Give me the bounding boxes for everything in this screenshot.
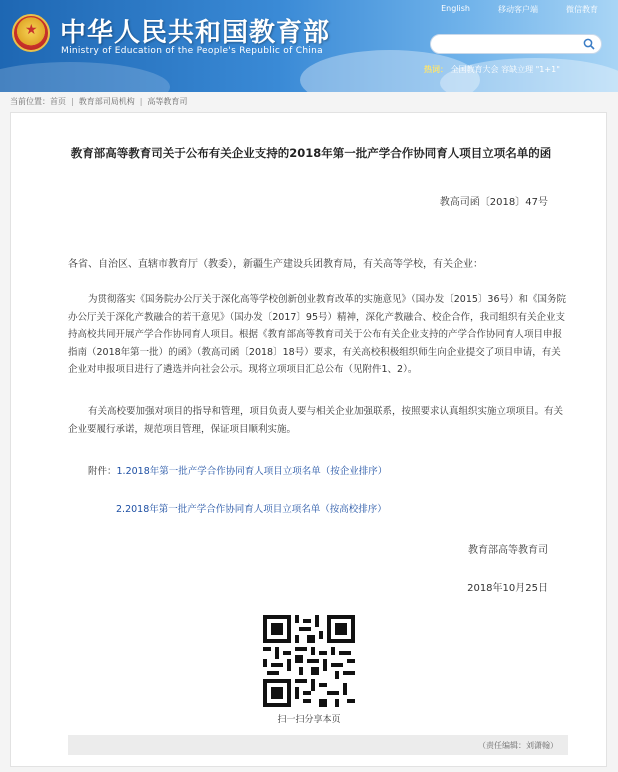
hot-words	[424, 64, 560, 75]
top-links	[441, 4, 598, 15]
wechat-link[interactable]: 微信教育	[566, 5, 598, 14]
editor-bar	[68, 735, 568, 755]
attachment-2-link[interactable]: 2.2018年第一批产学合作协同育人项目立项名单（按高校排序）	[116, 504, 387, 515]
attachment-1-link[interactable]: 1.2018年第一批产学合作协同育人项目立项名单（按企业排序）	[116, 466, 388, 477]
qr-caption: 扫一扫分享本页	[277, 715, 341, 725]
document-paragraph: 有关高校要加强对项目的指导和管理，项目负责人要与相关企业加强联系，按照要求认真组织实施立项项目。有关企业要履行承诺，规范项目管理，保证项目顺利实施。	[68, 406, 564, 435]
signing-date: 2018年10月25日	[467, 583, 548, 594]
site-title[interactable]: 中华人民共和国教育部	[60, 18, 331, 48]
national-emblem-icon[interactable]: ★	[12, 14, 50, 52]
document-number: 教高司函〔2018〕47号	[439, 197, 548, 208]
english-link[interactable]: English	[441, 4, 470, 13]
document-salutation: 各省、自治区、直辖市教育厅（教委），新疆生产建设兵团教育局，有关高等学校，有关企业：	[68, 259, 483, 270]
header-cloud	[0, 62, 170, 92]
attachment-line	[116, 501, 387, 515]
site-header	[0, 0, 618, 92]
breadcrumb-separator: |	[139, 96, 143, 106]
signing-organization: 教育部高等教育司	[468, 545, 548, 556]
breadcrumb-separator: |	[71, 96, 74, 106]
breadcrumb-higher-education[interactable]: 高等教育司	[147, 96, 188, 106]
attachment-label: 附件：	[88, 466, 117, 477]
search-icon[interactable]	[583, 38, 595, 50]
breadcrumb-home[interactable]: 首页	[50, 96, 66, 106]
responsible-editor: （责任编辑：刘潇翰）	[478, 741, 558, 750]
search-box	[430, 34, 602, 54]
mobile-client-link[interactable]: 移动客户端	[498, 5, 538, 14]
document-paragraph: 为贯彻落实《国务院办公厅关于深化高等学校创新创业教育改革的实施意见》（国办发〔2015〕36号）和《国务院办公厅关于深化产教融合的若干意见》（国办发〔2017〕95号）精神，深化产教融合、校企合作，我司组织有关企业支持高校共同开展产学合作协同育人项目。根据《教育部高等教育司关于公布有关企业支持的产学合作协同育人项目申报指南（2018年第一批）的函》（教高司函〔2018〕18号）要求，有关高校积极组织师生向企业提交了项目申请，有关企业对申报项目进行了遴选并向社会公示。现将立项项目汇总公布（见附件1、2）。	[68, 294, 567, 375]
attachment-line	[88, 463, 387, 477]
qr-code-icon	[263, 615, 355, 707]
breadcrumb-departments[interactable]: 教育部司局机构	[78, 96, 135, 106]
hot-words-items[interactable]: 全国教育大会 容缺立理 "1+1"	[450, 65, 560, 74]
breadcrumb-label: 当前位置：	[10, 96, 50, 106]
search-input[interactable]	[439, 38, 579, 56]
content-panel	[10, 112, 607, 767]
breadcrumb	[10, 94, 187, 108]
site-subtitle: Ministry of Education of the People's Republic of China	[61, 46, 323, 56]
document-title: 教育部高等教育司关于公布有关企业支持的2018年第一批产学合作协同育人项目立项名单的函	[70, 146, 552, 160]
hot-words-label: 热词：	[424, 65, 448, 74]
